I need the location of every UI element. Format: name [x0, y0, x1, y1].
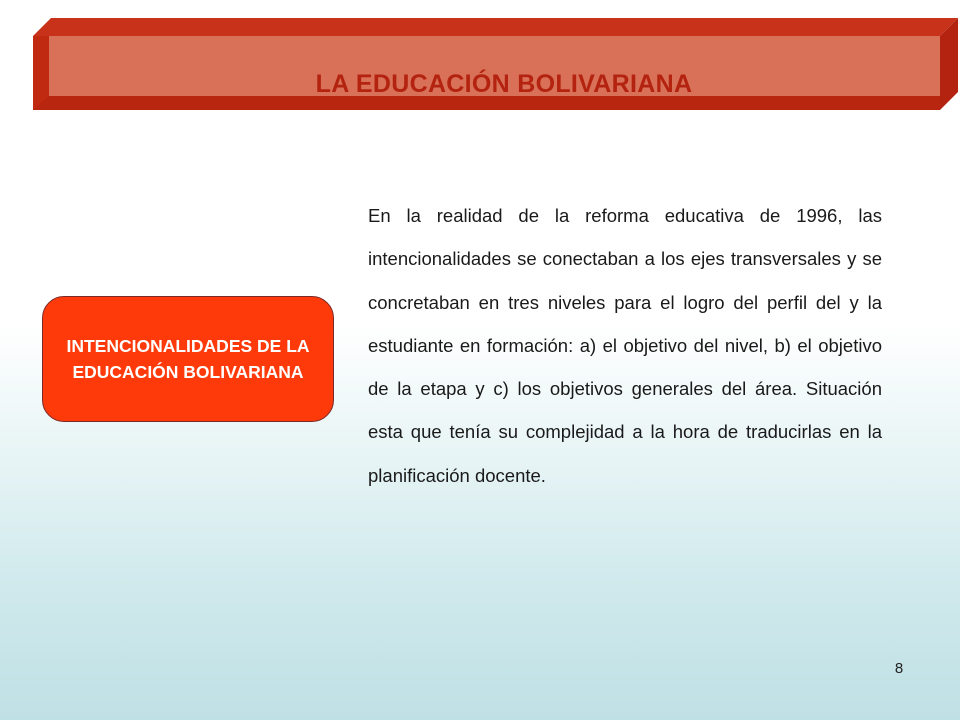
page-number: 8 [894, 660, 904, 677]
page-title: LA EDUCACIÓN BOLIVARIANA [315, 70, 693, 98]
title-banner [33, 18, 958, 110]
banner-top-bevel [33, 18, 958, 36]
body-paragraph: En la realidad de la reforma educativa de 1996, las intencionalidades se conectaban a los ejes transversales y se concretaban en tres niveles para el logro del perfil del y la estudiante en formación: a) el objetivo del nivel, b) el objetivo de la etapa y c) los objetivos generales del área. Situación esta que tenía su complejidad a la hora de traducirlas en la planificación docente. [368, 205, 882, 486]
concept-box-label: INTENCIONALIDADES DE LA EDUCACIÓN BOLIVARIANA [66, 336, 310, 382]
concept-box [42, 296, 334, 422]
